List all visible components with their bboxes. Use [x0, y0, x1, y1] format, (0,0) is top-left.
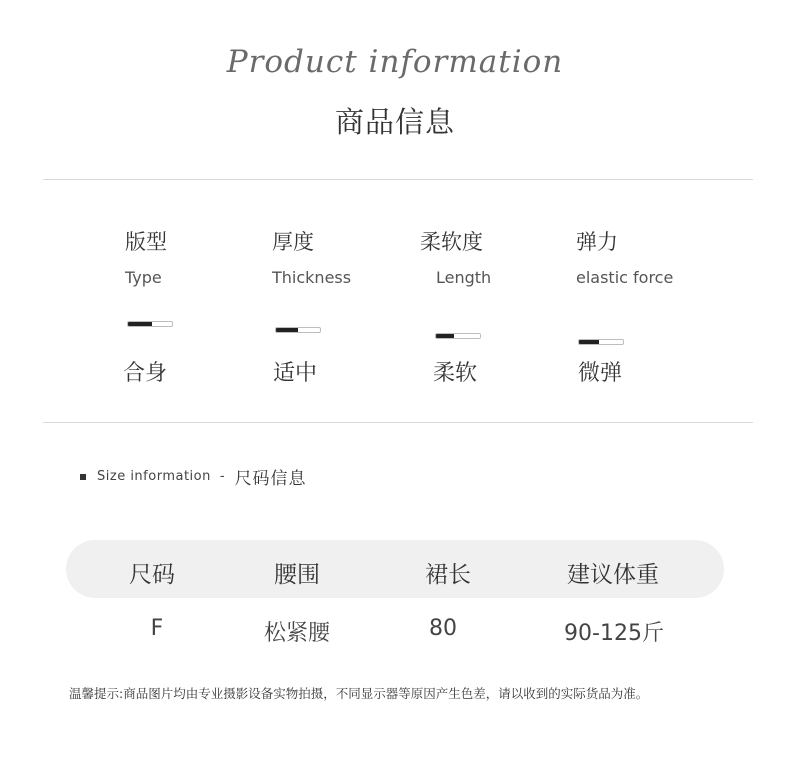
value-type: 合身	[123, 361, 168, 386]
attr-thickness	[272, 226, 432, 287]
table-header-waist: 腰围	[274, 562, 320, 588]
table-cell-waist: 松紧腰	[263, 621, 331, 646]
table-cell-weight: 90-125斤	[564, 621, 664, 646]
divider-middle	[43, 422, 753, 423]
value-elastic: 微弹	[578, 361, 623, 386]
divider-top	[43, 179, 753, 180]
table-header-length: 裙长	[425, 562, 471, 588]
title-script: Product information	[226, 44, 564, 80]
attr-elastic-cn: 弹力	[576, 230, 618, 254]
table-header-weight: 建议体重	[567, 562, 659, 588]
attr-softness	[420, 226, 580, 287]
scale-softness	[435, 333, 481, 339]
size-section-heading	[80, 464, 307, 489]
disclaimer-note: 温馨提示:商品图片均由专业摄影设备实物拍摄，不同显示器等原因产生色差，请以收到的实际货品为准。	[69, 686, 649, 701]
attr-elastic	[576, 226, 736, 287]
bullet-square-icon	[80, 474, 86, 480]
attr-type-cn: 版型	[125, 230, 167, 254]
value-softness: 柔软	[433, 361, 478, 386]
attr-elastic-en: elastic force	[576, 268, 674, 287]
scale-elastic	[578, 339, 624, 345]
table-cell-length: 80	[429, 616, 457, 641]
scale-type	[127, 321, 173, 327]
table-cell-size: F	[150, 616, 164, 641]
attr-softness-cn: 柔软度	[420, 230, 483, 254]
title-cn: 商品信息	[334, 105, 455, 139]
attr-thickness-cn: 厚度	[272, 230, 314, 254]
attr-softness-en: Length	[436, 268, 492, 287]
attr-type	[125, 226, 285, 287]
attr-type-en: Type	[125, 268, 162, 287]
size-label-cn: 尺码信息	[234, 469, 307, 489]
size-label-en: Size information	[97, 469, 211, 484]
size-label-separator: -	[219, 469, 225, 484]
attr-thickness-en: Thickness	[272, 268, 352, 287]
value-thickness: 适中	[273, 361, 318, 386]
table-header-size: 尺码	[129, 562, 175, 588]
scale-thickness	[275, 327, 321, 333]
